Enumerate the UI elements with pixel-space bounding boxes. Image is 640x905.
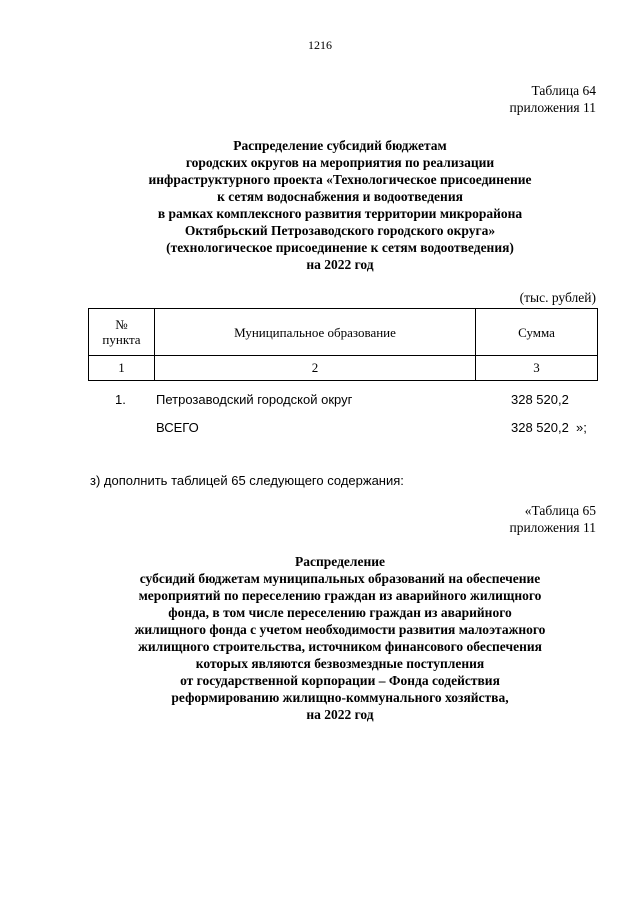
- subsidy-table-header: [88, 308, 598, 381]
- row-municipality: Петрозаводский городской округ: [156, 392, 353, 407]
- row-number: 1.: [115, 392, 126, 407]
- total-sum: 328 520,2 »;: [511, 420, 587, 435]
- title-line: фонда, в том числе переселению граждан из аварийного: [168, 605, 512, 620]
- title-line: жилищного строительства, источником финансового обеспечения: [138, 639, 542, 654]
- title-line: на 2022 год: [306, 257, 374, 272]
- appendix-label: приложения 11: [509, 520, 596, 535]
- title-line: жилищного фонда с учетом необходимости развития малоэтажного: [134, 622, 546, 637]
- instruction-paragraph: з) дополнить таблицей 65 следующего содержания:: [90, 473, 404, 488]
- column-header-sum: Сумма: [476, 309, 598, 356]
- column-header-municipality: Муниципальное образование: [155, 309, 476, 356]
- title-line: к сетям водоснабжения и водоотведения: [217, 189, 463, 204]
- row-sum: 328 520,2: [511, 392, 569, 407]
- table-64-reference: [509, 82, 596, 116]
- title-line: реформированию жилищно-коммунального хозяйства,: [171, 690, 509, 705]
- title-line: инфраструктурного проекта «Технологическое присоединение: [148, 172, 532, 187]
- title-line: Распределение субсидий бюджетам: [233, 138, 447, 153]
- table-65-title: [80, 553, 600, 723]
- title-line: в рамках комплексного развития территории микрорайона: [157, 206, 523, 221]
- title-line: на 2022 год: [306, 707, 374, 722]
- title-line: Октябрьский Петрозаводского городского округа»: [184, 223, 496, 238]
- table-65-label: «Таблица 65: [524, 503, 596, 518]
- appendix-label: приложения 11: [509, 100, 596, 115]
- total-label: ВСЕГО: [156, 420, 199, 435]
- units-label: (тыс. рублей): [519, 290, 596, 305]
- table-64-title: [80, 137, 600, 273]
- column-header-number: № пункта: [89, 309, 155, 356]
- table-64-label: Таблица 64: [531, 83, 596, 98]
- title-line: Распределение: [294, 554, 386, 569]
- column-number-cell: 1: [89, 356, 155, 381]
- column-number-cell: 2: [155, 356, 476, 381]
- title-line: которых являются безвозмездные поступления: [195, 656, 485, 671]
- title-line: мероприятий по переселению граждан из аварийного жилищного: [138, 588, 542, 603]
- title-line: (технологическое присоединение к сетям водоотведения): [166, 240, 514, 255]
- table-65-reference: [509, 502, 596, 536]
- title-line: от государственной корпорации – Фонда содействия: [180, 673, 500, 688]
- title-line: субсидий бюджетам муниципальных образований на обеспечение: [139, 571, 541, 586]
- column-number-cell: 3: [476, 356, 598, 381]
- page-number: 1216: [308, 38, 332, 52]
- title-line: городских округов на мероприятия по реализации: [185, 155, 495, 170]
